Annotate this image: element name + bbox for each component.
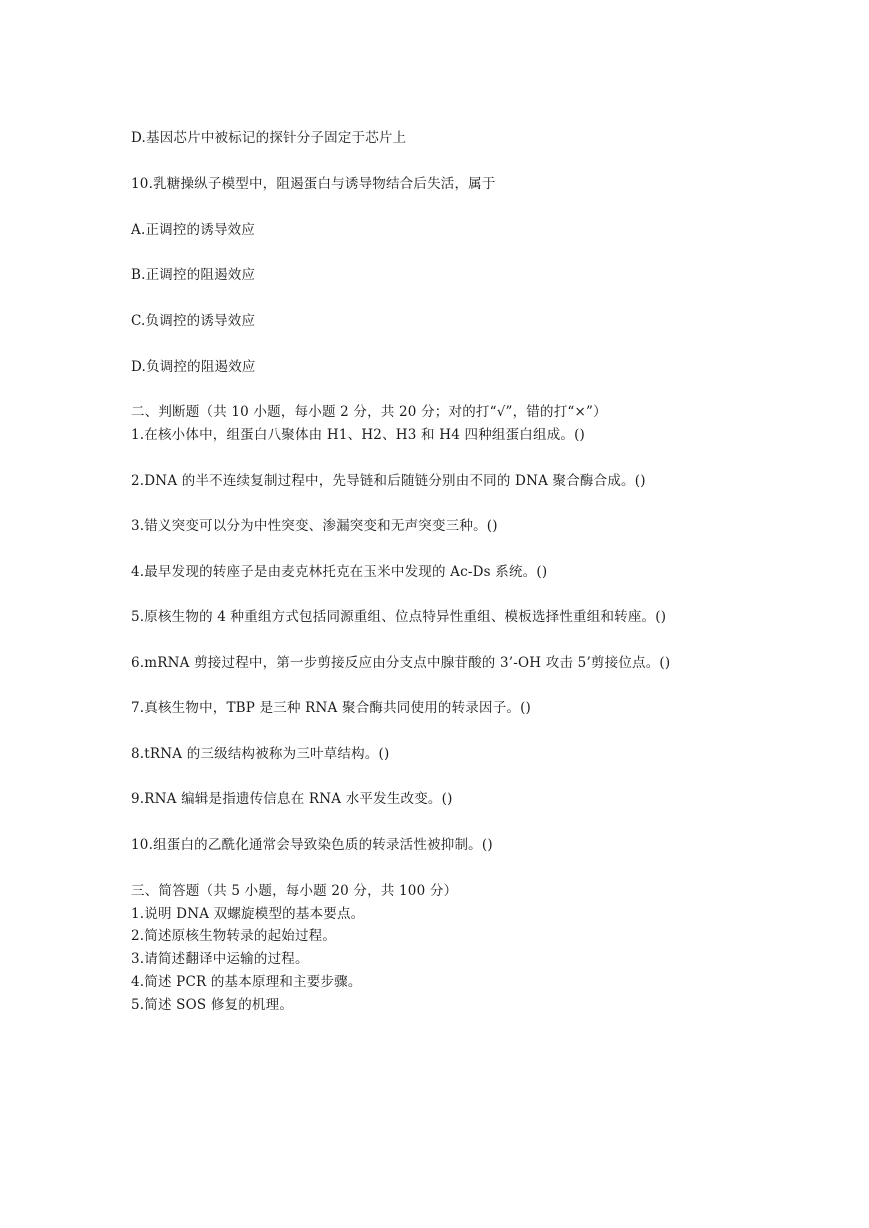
q10-option-c: C.负调控的诱导效应 <box>131 313 256 329</box>
judge-item-7: 7.真核生物中，TBP 是三种 RNA 聚合酶共同使用的转录因子。() <box>131 700 532 716</box>
section-3-heading: 三、简答题（共 5 小题，每小题 20 分，共 100 分） <box>131 883 458 899</box>
judge-item-2: 2.DNA 的半不连续复制过程中，先导链和后随链分别由不同的 DNA 聚合酶合成。() <box>131 473 646 489</box>
judge-item-4: 4.最早发现的转座子是由麦克林托克在玉米中发现的 Ac-Ds 系统。() <box>131 564 548 580</box>
judge-item-1: 1.在核小体中，组蛋白八聚体由 H1、H2、H3 和 H4 四种组蛋白组成。() <box>131 427 586 443</box>
judge-item-3: 3.错义突变可以分为中性突变、渗漏突变和无声突变三种。() <box>131 518 498 534</box>
judge-item-5: 5.原核生物的 4 种重组方式包括同源重组、位点特异性重组、模板选择性重组和转座。() <box>131 609 667 625</box>
judge-item-6: 6.mRNA 剪接过程中，第一步剪接反应由分支点中腺苷酸的 3’-OH 攻击 5’剪接位点。() <box>131 655 671 671</box>
q9-option-d: D.基因芯片中被标记的探针分子固定于芯片上 <box>131 130 407 146</box>
judge-item-10: 10.组蛋白的乙酰化通常会导致染色质的转录活性被抑制。() <box>131 837 493 853</box>
q10-option-a: A.正调控的诱导效应 <box>131 222 256 238</box>
short-answer-1: 1.说明 DNA 双螺旋模型的基本要点。 <box>131 906 365 922</box>
short-answer-5: 5.简述 SOS 修复的机理。 <box>131 997 294 1013</box>
short-answer-2: 2.简述原核生物转录的起始过程。 <box>131 928 337 944</box>
judge-item-9: 9.RNA 编辑是指遗传信息在 RNA 水平发生改变。() <box>131 791 453 807</box>
q10-option-d: D.负调控的阻遏效应 <box>131 359 256 375</box>
short-answer-3: 3.请简述翻译中运输的过程。 <box>131 951 309 967</box>
judge-item-8: 8.tRNA 的三级结构被称为三叶草结构。() <box>131 746 390 762</box>
short-answer-4: 4.简述 PCR 的基本原理和主要步骤。 <box>131 974 362 990</box>
q10-stem: 10.乳糖操纵子模型中，阻遏蛋白与诱导物结合后失活，属于 <box>131 176 496 192</box>
section-2-heading: 二、判断题（共 10 小题，每小题 2 分，共 20 分；对的打“√”，错的打“×”） <box>131 404 607 420</box>
q10-option-b: B.正调控的阻遏效应 <box>131 267 256 283</box>
